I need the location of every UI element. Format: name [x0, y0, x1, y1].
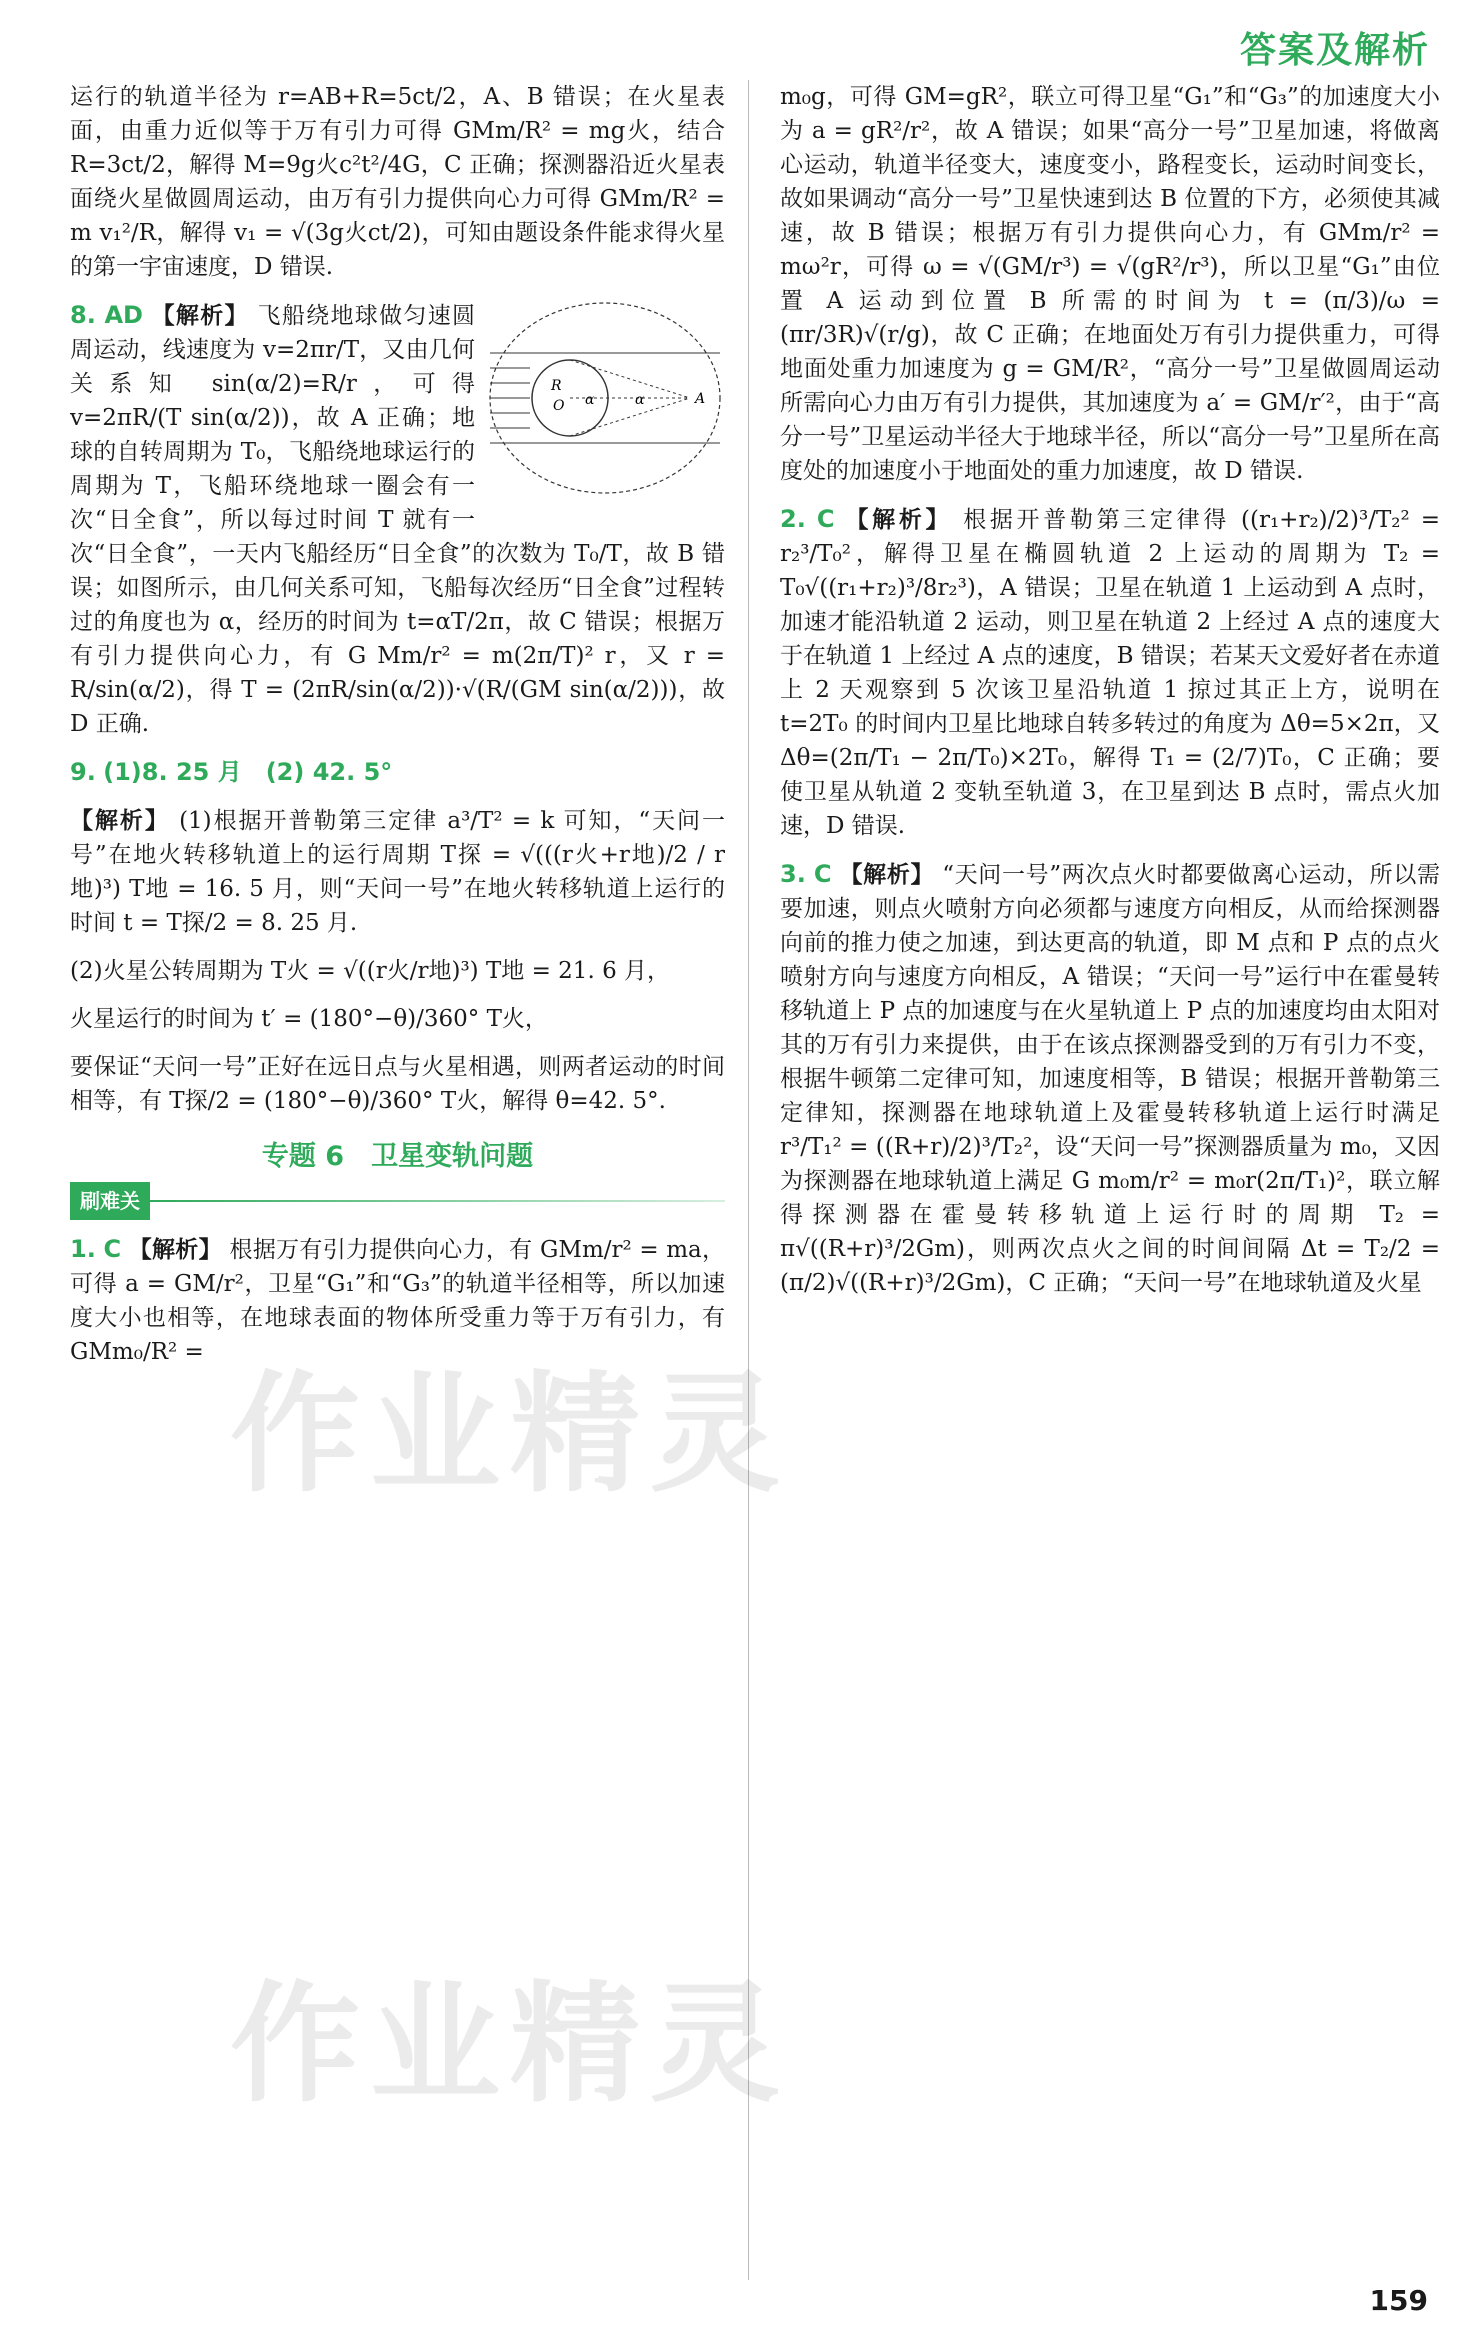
- fig-label-a: A: [695, 391, 706, 407]
- q9-answer: (1)8. 25 月 (2) 42. 5°: [103, 758, 393, 786]
- q9-part4: 要保证“天问一号”正好在远日点与火星相遇，则两者运动的时间相等，有 T探/2 = (180°−θ)/360° T火，解得 θ=42. 5°.: [70, 1054, 725, 1114]
- column-divider: [748, 80, 749, 2280]
- watermark-2: 作业精灵: [230, 1968, 791, 2120]
- q1-continuation: m₀g，可得 GM=gR²，联立可得卫星“G₁”和“G₃”的加速度大小为 a = gR²/r²，故 A 错误；如果“高分一号”卫星加速，将做离心运动，轨道半径变大，速度变小，路程变长，运动时间变长，故如果调动“高分一号”卫星快速到达 B 位置的下方，必须使其减速，故 B 错误；根据万有引力提供向心力，有 GMm/r² = mω²r，可得 ω = √(GM/r³) = √(gR²/r³)，所以卫星“G₁”由位置 A 运动到位置 B 所需的时间为 t = (π/3)/ω = (πr/3R)√(r/g)，故 C 正确；在地面处万有引力提供重力，可得地面处重力加速度为 g = GM/R²，“高分一号”卫星做圆周运动所需向心力由万有引力提供，其加速度为 a′ = GM/r′²，由于“高分一号”卫星运动半径大于地球半径，所以“高分一号”卫星所在高度处的加速度小于地面处的重力加速度，故 D 错误.: [780, 84, 1440, 484]
- fig-label-alpha-1: α: [585, 392, 595, 408]
- q8-answer: AD: [104, 301, 143, 329]
- q2-tag: 【解析】: [845, 507, 953, 533]
- question-2: [780, 502, 1440, 843]
- q9-part3: 火星运行的时间为 t′ = (180°−θ)/360° T火，: [70, 1006, 548, 1032]
- q8-number: 8.: [70, 301, 96, 329]
- hard-section-tag: [70, 1182, 725, 1220]
- q3-answer: C: [813, 860, 832, 888]
- q9-tag: 【解析】: [70, 808, 170, 834]
- hard-line: [150, 1200, 725, 1202]
- fig-label-r: R: [551, 378, 562, 394]
- q2-number: 2.: [780, 505, 806, 533]
- q8-text: 飞船绕地球做匀速圆周运动，线速度为 v=2πr/T，又由几何关系知 sin(α/2)=R/r，可得 v=2πR/(T sin(α/2))，故 A 正确；地球的自转周期为 T₀，飞船绕地球运行的周期为 T，飞船环绕地球一圈会有一次“日全食”，所以每过时间 T 就有一次“日全食”，一天内飞船经历“日全食”的次数为 T₀/T，故 B 错误；如图所示，由几何关系可知，飞船每次经历“日全食”过程转过的角度也为 α，经历的时间为 t=αT/2π，故 C 错误；根据万有引力提供向心力，有 G Mm/r² = m(2π/T)² r，又 r = R/sin(α/2)，得 T = (2πR/sin(α/2))·√(R/(GM sin(α/2)))，故 D 正确.: [70, 303, 725, 737]
- q1-number: 1.: [70, 1235, 96, 1263]
- q2-answer: C: [816, 505, 835, 533]
- eclipse-diagram: [485, 298, 725, 498]
- question-8: [70, 298, 725, 741]
- q9-number: 9.: [70, 758, 96, 786]
- fig-label-o: O: [553, 398, 565, 414]
- question-1: [70, 1232, 725, 1369]
- q2-text: 根据开普勒第三定律得 ((r₁+r₂)/2)³/T₂² = r₂³/T₀²，解得卫星在椭圆轨道 2 上运动的周期为 T₂ = T₀√((r₁+r₂)³/8r₂³)，A 错误；卫星在轨道 1 上运动到 A 点时，加速才能沿轨道 2 运动，则卫星在轨道 2 上经过 A 点的速度大于在轨道 1 上经过 A 点的速度，B 错误；若某天文爱好者在赤道上 2 天观察到 5 次该卫星沿轨道 1 掠过其正上方，说明在 t=2T₀ 的时间内卫星比地球自转多转过的角度为 Δθ=5×2π，又 Δθ=(2π/T₁ − 2π/T₀)×2T₀，解得 T₁ = (2/7)T₀，C 正确；要使卫星从轨道 2 变轨至轨道 3，在卫星到达 B 点时，需点火加速，D 错误.: [780, 507, 1441, 839]
- q3-text: “天问一号”两次点火时都要做离心运动，所以需要加速，则点火喷射方向必须都与速度方向相反，从而给探测器向前的推力使之加速，到达更高的轨道，即 M 点和 P 点的点火喷射方向与速度方向相反，A 错误；“天问一号”运行中在霍曼转移轨道上 P 点的加速度与在火星轨道上 P 点的加速度均由太阳对其的万有引力来提供，由于在该点探测器受到的万有引力不变，根据牛顿第二定律可知，加速度相等，B 错误；根据开普勒第三定律知，探测器在地球轨道上及霍曼转移轨道上运行时满足 r³/T₁² = ((R+r)/2)³/T₂²，设“天问一号”探测器质量为 m₀，又因为探测器在地球轨道上满足 G m₀m/r² = m₀r(2π/T₁)²，联立解得探测器在霍曼转移轨道上运行时的周期 T₂ = π√((R+r)³/2Gm)，则两次点火之间的时间间隔 Δt = T₂/2 = (π/2)√((R+r)³/2Gm)，C 正确；“天问一号”在地球轨道及火星: [780, 862, 1441, 1296]
- q9-part2: (2)火星公转周期为 T火 = √((r火/r地)³) T地 = 21. 6 月，: [70, 958, 671, 984]
- watermark-1: 作业精灵: [230, 1358, 791, 1510]
- right-column: [780, 80, 1440, 1314]
- header-title: 答案及解析: [1239, 30, 1430, 71]
- fig-label-alpha-2: α: [635, 392, 645, 408]
- q8-tag: 【解析】: [151, 303, 249, 329]
- question-3: [780, 857, 1440, 1300]
- q3-number: 3.: [780, 860, 806, 888]
- q7-continuation: 运行的轨道半径为 r=AB+R=5ct/2，A、B 错误；在火星表面，由重力近似等于万有引力可得 GMm/R² = mg火，结合 R=3ct/2，解得 M=9g火c²t²/4G，C 正确；探测器沿近火星表面绕火星做圆周运动，由万有引力提供向心力可得 GMm/R² = m v₁²/R，解得 v₁ = √(3g火ct/2)，可知由题设条件能求得火星的第一宇宙速度，D 错误.: [70, 84, 725, 280]
- q1-text: 根据万有引力提供向心力，有 GMm/r² = ma，可得 a = GM/r²，卫星“G₁”和“G₃”的轨道半径相等，所以加速度大小也相等，在地球表面的物体所受重力等于万有引力，有 GMm₀/R² =: [70, 1237, 726, 1365]
- left-column: [70, 80, 725, 1383]
- page-number: 159: [1369, 2284, 1428, 2317]
- q9-part1: (1)根据开普勒第三定律 a³/T² = k 可知，“天问一号”在地火转移轨道上的运行周期 T探 = √(((r火+r地)/2 / r地)³) T地 = 16. 5 月，则“天问一号”在地火转移轨道上运行的时间 t = T探/2 = 8. 25 月.: [70, 808, 726, 936]
- question-9: [70, 755, 725, 1118]
- q3-tag: 【解析】: [839, 862, 935, 888]
- q1-tag: 【解析】: [128, 1237, 222, 1263]
- q1-answer: C: [103, 1235, 122, 1263]
- hard-label: 刷难关: [70, 1182, 150, 1220]
- page-header: [1240, 22, 1430, 73]
- section-title: 专题 6 卫星变轨问题: [261, 1141, 534, 1172]
